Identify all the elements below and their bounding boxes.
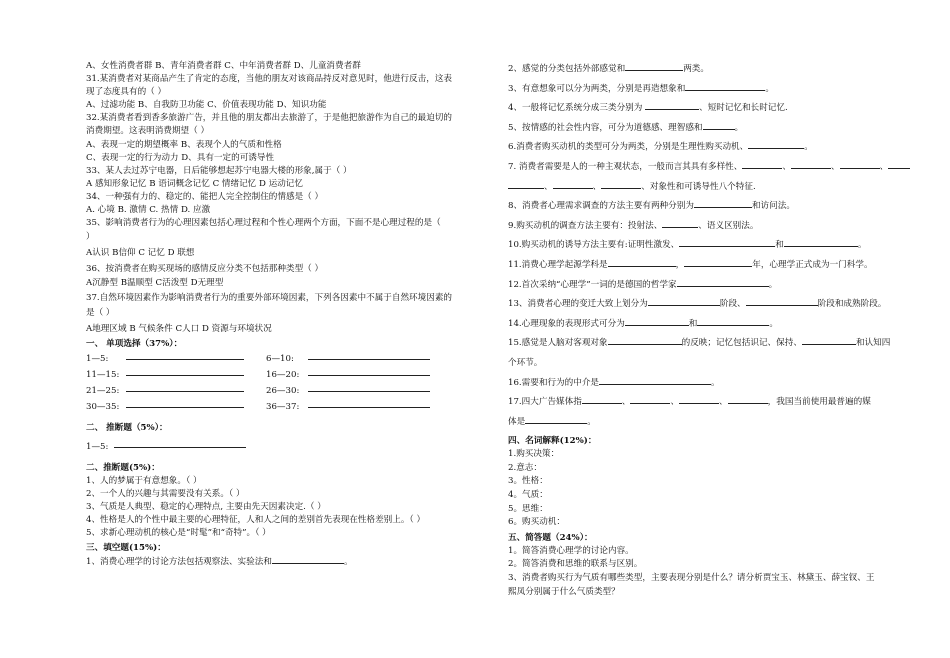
- fill-blank[interactable]: [802, 336, 856, 345]
- q34-text: 34、一种强有力的、稳定的、能把人完全控制住的情感是（ ）: [86, 191, 324, 202]
- short-item-3-line-2: 熙凤分别属于什么气质类型？: [508, 586, 620, 597]
- q30-options: A、女性消费者群 B、青年消费者群 C、中年消费者群 D、儿童消费者群: [86, 61, 361, 71]
- fill-item-15-line-1: [508, 334, 891, 354]
- q31-options: A、过滤功能 B、自我防卫功能 C、价值表现功能 D、知识功能: [86, 100, 327, 111]
- fill-text: 6.消费者购买动机的类型可分为两类，分别是生理性购买动机、: [508, 142, 749, 153]
- fill-text: 和: [688, 318, 698, 329]
- fill-blank[interactable]: [648, 297, 720, 306]
- fill-text: 年，心理学正式成为一门科学。: [752, 259, 873, 270]
- fill-item-2: [508, 60, 878, 80]
- section-short-answer-heading: 五、简答题（24%）：: [508, 532, 593, 543]
- section-terms-heading: 四、名词解释(12%)：: [508, 436, 597, 447]
- judge-item-2: 2、一个人的兴趣与其需要没有关系。（ ）: [86, 488, 245, 499]
- fill-text: 阶段和成熟阶段。: [817, 299, 887, 310]
- answer-label: 11—15:: [86, 369, 120, 380]
- fill-text: 和访问法。: [751, 201, 795, 212]
- answer-label: 26—30:: [266, 385, 300, 396]
- term-item-1: 1.购买决策：: [508, 449, 560, 460]
- fill-text: 、语义区别法。: [698, 220, 759, 231]
- fill-blank[interactable]: [608, 336, 682, 345]
- fill-item-11: 11.消费心理学起源学科是 ， 年，心理学正式成为一门科学。: [508, 259, 873, 270]
- fill-item-8: [508, 197, 878, 217]
- judge-item-3: 3、气质是人典型、稳定的心理特点, 主要由先天因素决定.（ ）: [86, 502, 326, 513]
- q35-text-1: 35、影响消费者行为的心理因素包括心理过程和个性心理两个方面，下面不是心理过程的是（: [86, 218, 441, 229]
- fill-blank[interactable]: [697, 317, 769, 326]
- fill-item-15-line-2: 个环节。: [508, 357, 543, 368]
- q33-text: 33、某人去过苏宁电器，日后能够想起苏宁电器大楼的形象,属于（ ）: [86, 165, 352, 176]
- answer-label: 36—37:: [266, 401, 300, 412]
- q32-options-2: C、表现一定的行为动力 D、具有一定的可诱导性: [86, 152, 275, 163]
- short-item-2: 2。简答消费和思维的联系与区别。: [508, 559, 643, 570]
- fill-item-6: 6.消费者购买动机的类型可分为两类，分别是生理性购买动机、 。: [508, 142, 813, 153]
- fill-text: 7. 消费者需要是人的一种主观状态，一般而言其具有多样性、: [508, 161, 743, 172]
- fill-text: 1、消费心理学的讨论方法包括观察法、实验法和: [86, 557, 272, 568]
- answer-blank[interactable]: [126, 399, 244, 408]
- answer-label: 1—5:: [86, 441, 109, 452]
- fill-blank[interactable]: [703, 121, 735, 130]
- term-item-5: 5。思维：: [508, 503, 548, 514]
- term-item-2: 2.意志：: [508, 462, 542, 473]
- short-item-3-line-1: 3、消费者购买行为气质有哪些类型，主要表现分别是什么？请分析贾宝玉、林黛玉、薛宝钗、王: [508, 573, 875, 584]
- fill-text: 14.心理现象的表现形式可分为: [508, 318, 625, 329]
- q37-text-2: 是（ ）: [86, 307, 115, 318]
- fill-text: 两类。: [683, 64, 709, 74]
- fill-item-7-line-2: 、 、 、对象性和可诱导性八个特征.: [508, 178, 878, 198]
- section-judge-heading-2: 二、推断题(5%)：: [86, 462, 160, 473]
- fill-text: 9.购买动机的调查方法主要有：投射法、: [508, 220, 663, 231]
- left-column: [86, 60, 466, 569]
- short-item-1: 1。简答消费心理学的讨论内容。: [508, 545, 634, 556]
- judge-answer-row: [86, 439, 466, 455]
- fill-blank[interactable]: [645, 101, 699, 110]
- section-judge-heading: 二、 推断题（5%）：: [86, 422, 168, 433]
- fill-item-17-line-2: 体是 。: [508, 416, 596, 427]
- fill-blank[interactable]: [679, 238, 775, 247]
- fill-item-1: 1、消费心理学的讨论方法包括观察法、实验法和 。: [86, 557, 353, 568]
- q37-options: A地理区域 B 气候条件 C人口 D 资源与环境状况: [86, 323, 272, 334]
- answer-row: [86, 383, 466, 399]
- fill-text: 15.感觉是人脑对客观对象: [508, 338, 608, 349]
- fill-text: 10.购买动机的诱导方法主要有:证明性激发、: [508, 240, 680, 251]
- fill-text: 体是: [508, 416, 526, 427]
- fill-blank[interactable]: [746, 297, 818, 306]
- judge-item-1: 1、人的梦属于有意想象。（ ）: [86, 475, 202, 486]
- q32-text-2: 消费期望。这表明消费期望（ ）: [86, 126, 210, 137]
- answer-blank[interactable]: [308, 351, 430, 360]
- q31-text-2: 现了态度具有的（ ）: [86, 87, 167, 98]
- answer-label: 16—20:: [266, 369, 300, 380]
- fill-text: 阶段、: [719, 299, 746, 310]
- right-column: [508, 60, 891, 599]
- fill-blank[interactable]: [784, 238, 858, 247]
- q35-options: A认识 B信仰 C 记忆 D 联想: [86, 248, 195, 259]
- answer-row: [86, 351, 466, 367]
- fill-blank[interactable]: [728, 395, 768, 404]
- fill-item-9: [508, 217, 878, 237]
- answer-label: 1—5:: [86, 353, 109, 364]
- q35-text-2: ）: [86, 232, 95, 243]
- fill-text: 4、一般将记忆系统分成三类分别为: [508, 103, 643, 114]
- answer-label: 6—10:: [266, 353, 294, 364]
- q32-options-1: A、表现一定的期望概率 B、表现个人的气质和性格: [86, 139, 282, 150]
- fill-text: 8、消费者心理需求调查的方法主要有两种分别为: [508, 201, 694, 212]
- answer-blank[interactable]: [126, 383, 244, 392]
- q34-options: A. 心境 B. 激情 C. 热情 D. 应激: [86, 205, 211, 216]
- term-item-6: 6。购买动机：: [508, 517, 566, 528]
- q33-options: A 感知形象记忆 B 语词概念记忆 C 情绪记忆 D 运动记忆: [86, 178, 303, 189]
- fill-item-10: 10.购买动机的诱导方法主要有:证明性激发、 和 。: [508, 240, 867, 251]
- section-single-choice-heading: 一、 单项选择（37%）：: [86, 338, 183, 349]
- fill-blank[interactable]: [840, 160, 880, 169]
- answer-blank[interactable]: [308, 399, 430, 408]
- fill-blank[interactable]: [625, 62, 683, 71]
- fill-item-3: 3、有意想象可以分为两类，分别是再造想象和 。: [508, 83, 774, 94]
- fill-item-12: 12.首次采纳“心理学”一词的是德国的哲学家 。: [508, 279, 778, 290]
- fill-blank[interactable]: [582, 395, 622, 404]
- fill-item-5: 5、按情感的社会性内容，可分为道德感、理智感和 。: [508, 122, 744, 133]
- judge-item-4: 4、性格是人的个性中最主要的心理特征，人和人之间的差别首先表现在性格差别上。（ ）: [86, 515, 426, 526]
- fill-text: 、短时记忆和长时记忆.: [699, 103, 788, 114]
- fill-blank[interactable]: [888, 160, 910, 169]
- fill-item-4: [508, 99, 878, 119]
- fill-item-13: [508, 295, 887, 315]
- fill-blank[interactable]: [679, 395, 719, 404]
- fill-blank[interactable]: [272, 555, 344, 564]
- answer-blank[interactable]: [126, 351, 244, 360]
- section-fill-heading: 三、填空题(15%)：: [86, 543, 166, 554]
- q37-text-1: 37.自然环境因素作为影响消费者行为的重要外部环境因素，下列各因素中不属于自然环境因素的: [86, 292, 453, 303]
- fill-blank[interactable]: [625, 317, 689, 326]
- q36-options: A沉静型 B温顺型 C活泼型 D无理型: [86, 277, 224, 288]
- fill-blank[interactable]: [685, 82, 765, 91]
- answer-blank[interactable]: [308, 367, 430, 376]
- fill-text: 5、按情感的社会性内容，可分为道德感、理智感和: [508, 122, 703, 133]
- fill-text: 和认知四: [855, 338, 891, 349]
- fill-text: ，我国当前使用最普遍的媒: [767, 397, 871, 408]
- fill-text: 2、感觉的分类包括外部感觉和: [508, 64, 626, 74]
- term-item-4: 4。气质：: [508, 490, 548, 501]
- fill-blank[interactable]: [748, 140, 804, 149]
- fill-item-17-line-1: 17.四大广告媒体指 、 、 、 ，我国当前使用最普遍的媒: [508, 397, 871, 408]
- answer-blank[interactable]: [126, 367, 244, 376]
- fill-blank[interactable]: [791, 160, 831, 169]
- fill-blank[interactable]: [630, 395, 670, 404]
- fill-item-16: 16.需要和行为的中介是 。: [508, 377, 720, 388]
- fill-blank[interactable]: [525, 415, 587, 424]
- answer-blank[interactable]: [114, 439, 246, 448]
- fill-item-14: 14.心理现象的表现形式可分为 和 。: [508, 318, 779, 329]
- fill-blank[interactable]: [508, 180, 544, 189]
- term-item-3: 3。性格：: [508, 476, 548, 487]
- fill-blank[interactable]: [662, 219, 698, 228]
- answer-label: 21—25:: [86, 385, 120, 396]
- q36-text: 36、按消费者在购买现场的感情反应分类不包括那种类型（ ）: [86, 264, 324, 275]
- fill-blank[interactable]: [599, 376, 711, 385]
- fill-text: 对象性和可诱导性八个特征.: [649, 181, 756, 192]
- q31-text-1: 31.某消费者对某商品产生了肯定的态度，当他的朋友对该商品持反对意见时，他进行反击，这表: [86, 74, 453, 85]
- fill-item-7-line-1: 7. 消费者需要是人的一种主观状态，一般而言其具有多样性、 、 、 、: [508, 158, 878, 178]
- answer-blank[interactable]: [308, 383, 430, 392]
- fill-text: 11.消费心理学起源学科是: [508, 259, 608, 270]
- fill-blank[interactable]: [684, 258, 752, 267]
- fill-text: 12.首次采纳“心理学”一词的是德国的哲学家: [508, 279, 677, 290]
- answer-row: [86, 399, 466, 415]
- judge-item-5: 5、求新心理动机的核心是“时髦”和“奇特”。（ ）: [86, 528, 271, 539]
- answer-row: [86, 367, 466, 383]
- fill-text: 13、消费者心理的变迁大致上划分为: [508, 299, 648, 310]
- fill-text: 17.四大广告媒体指: [508, 397, 582, 408]
- fill-blank[interactable]: [742, 160, 782, 169]
- fill-text: 3、有意想象可以分为两类，分别是再造想象和: [508, 83, 686, 94]
- q32-text-1: 32.某消费者看到香多旅游广告，并且他的朋友都出去旅游了，于是他把旅游作为自己的最迫切的: [86, 113, 453, 124]
- answer-label: 30—35:: [86, 401, 120, 412]
- fill-blank[interactable]: [553, 180, 593, 189]
- fill-text: 和: [775, 240, 784, 251]
- fill-text: 16.需要和行为的中介是: [508, 377, 600, 388]
- fill-text: 的反映；记忆包括识记、保持、: [681, 338, 802, 349]
- fill-blank[interactable]: [677, 278, 769, 287]
- fill-blank[interactable]: [694, 199, 752, 208]
- fill-blank[interactable]: [601, 180, 641, 189]
- fill-blank[interactable]: [608, 258, 676, 267]
